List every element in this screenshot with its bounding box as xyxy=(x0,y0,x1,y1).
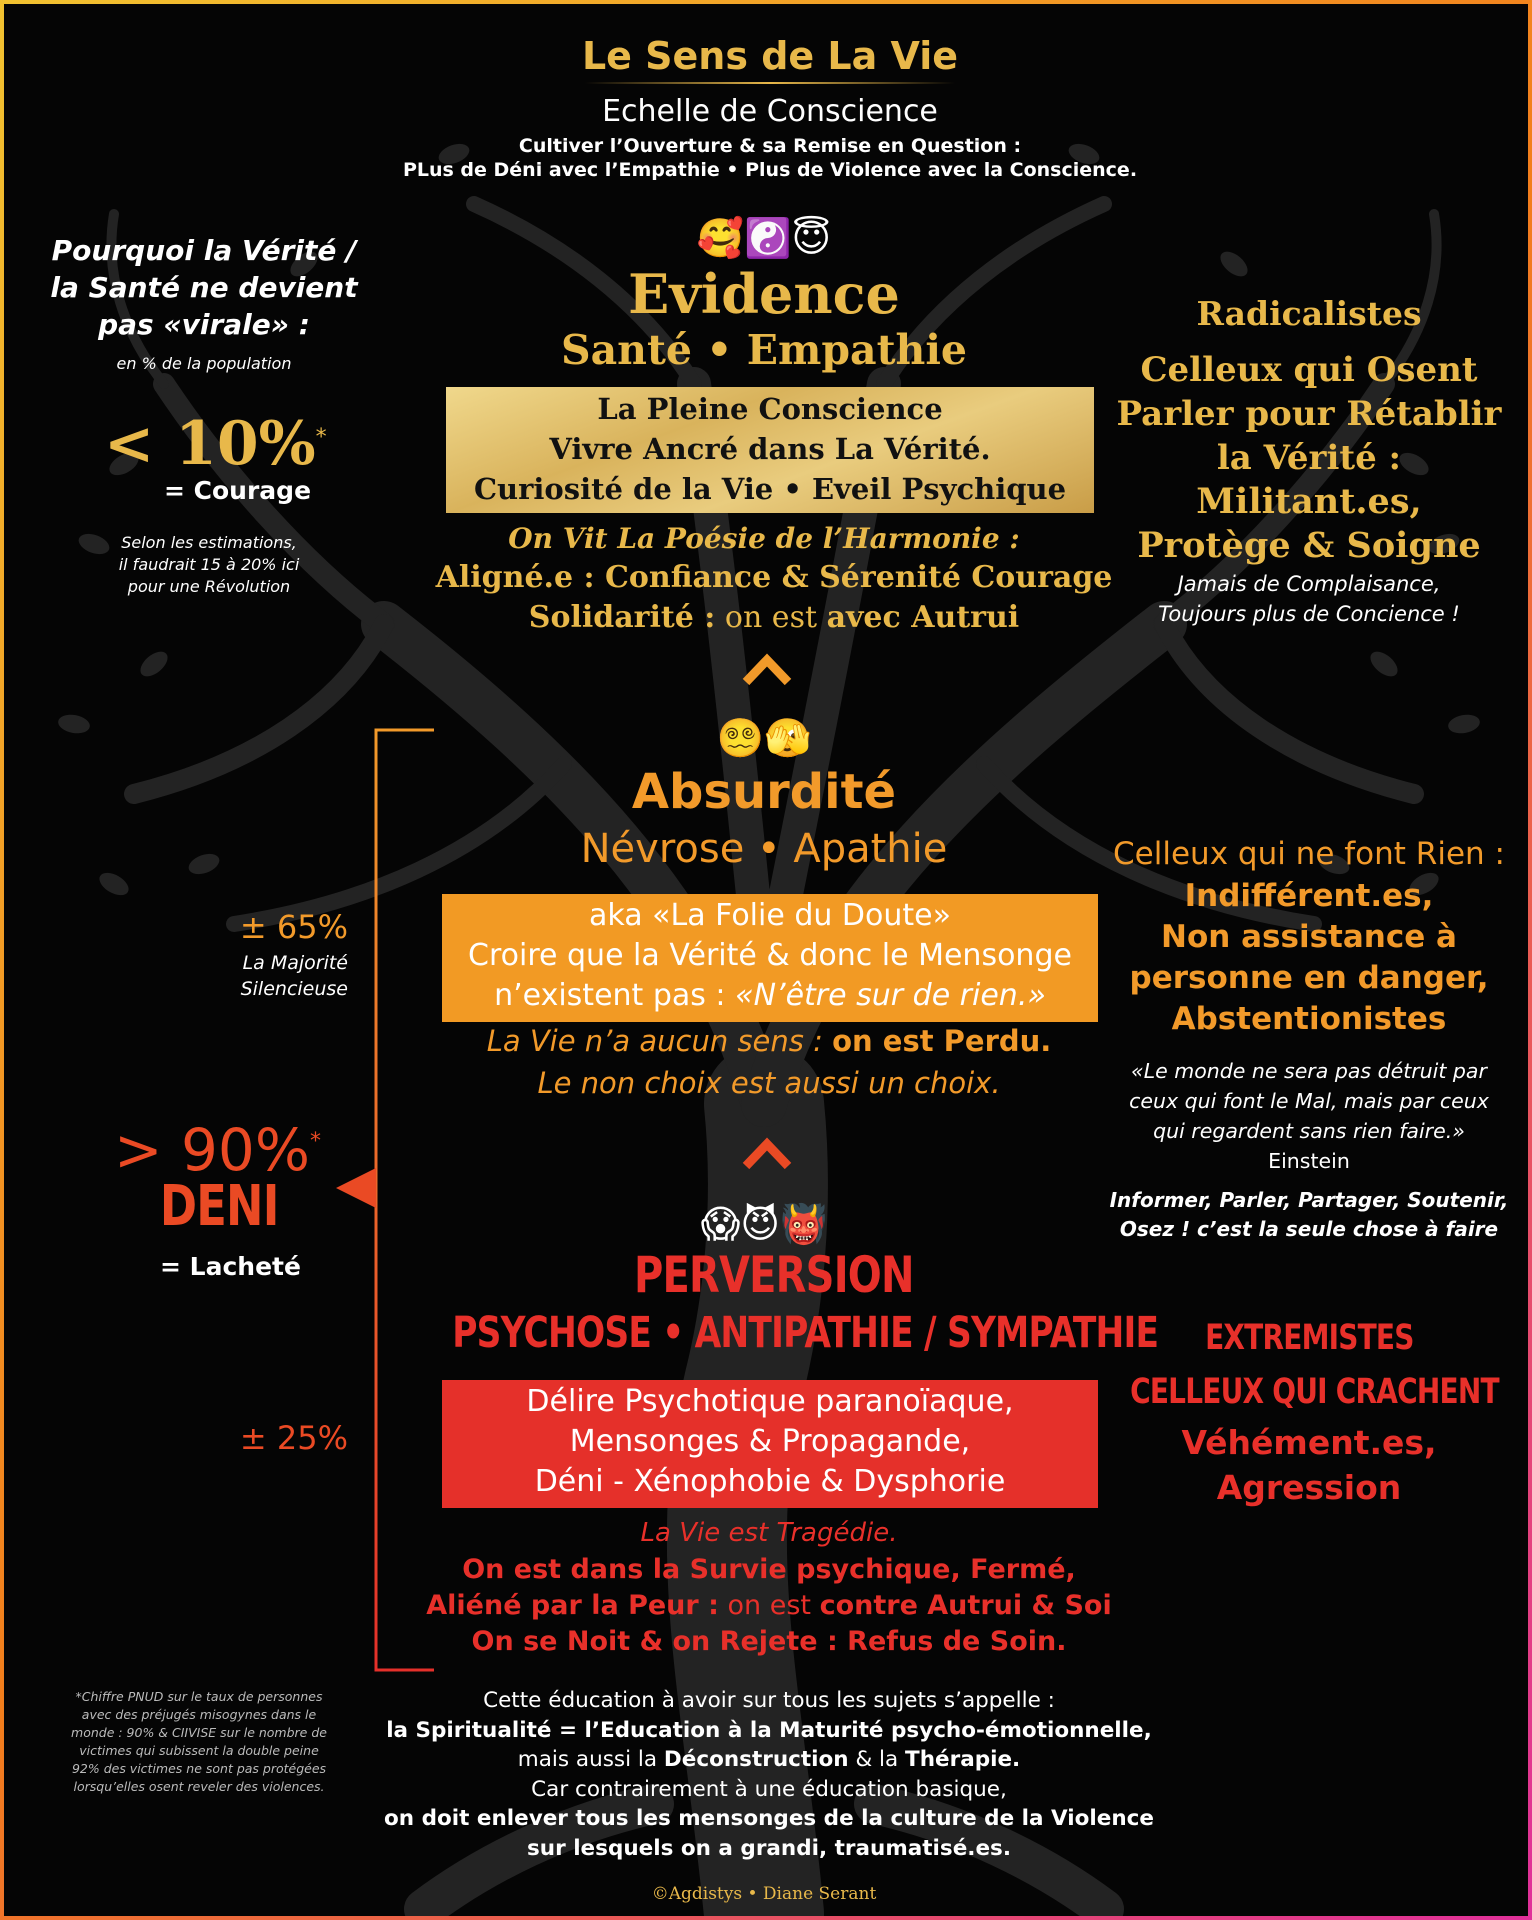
perversion-title-text: PERVERSION xyxy=(634,1246,914,1304)
action-call xyxy=(1094,1186,1524,1244)
perversion-line-2 xyxy=(384,1590,1154,1621)
credit: ©Agdistys • Diane Serant xyxy=(651,1884,877,1904)
majority-percent: ± 65% xyxy=(239,908,348,946)
solidarite-label: Solidarité : xyxy=(528,600,716,635)
perversion-line-3: On se Noit & on Rejete : Refus de Soin. xyxy=(471,1626,1067,1657)
deni-word-text: DENI xyxy=(159,1174,279,1239)
deconstruction-text: Déconstruction xyxy=(663,1747,849,1772)
majority-line: Silencieuse xyxy=(240,978,348,1000)
perversion-subtitle xyxy=(364,1308,1184,1358)
absurd-bold-line: Abstentionistes xyxy=(1171,1001,1447,1037)
absurd-intro: Celleux qui ne font Rien : xyxy=(1113,836,1505,872)
perversion-percent: ± 25% xyxy=(239,1419,348,1457)
estimate-line: il faudrait 15 à 20% ici xyxy=(118,555,300,574)
et-la-text: & la xyxy=(855,1747,899,1772)
perversion-line-1: On est dans la Survie psychique, Fermé, xyxy=(462,1554,1076,1585)
absurd-bold-line: Non assistance à xyxy=(1161,919,1457,955)
page-subtitle: Echelle de Conscience xyxy=(602,94,938,129)
evidence-poem: On Vit La Poésie de l’Harmonie : xyxy=(508,522,1020,555)
radical-lines xyxy=(1114,348,1504,568)
courage-label: = Courage xyxy=(164,476,312,505)
absurdite-line-1 xyxy=(404,1024,1134,1058)
evidence-box-line: La Pleine Conscience xyxy=(597,392,943,426)
radical-line: Celleux qui Osent xyxy=(1140,350,1478,390)
estimate-line: Selon les estimations, xyxy=(121,533,297,552)
bottom-line: la Spiritualité = l’Education à la Maturité psycho-émotionnelle, xyxy=(386,1717,1152,1743)
footnote-line: avec des préjugés misogynes dans le xyxy=(81,1707,317,1722)
perversion-subtitle-text: PSYCHOSE • ANTIPATHIE / SYMPATHIE xyxy=(452,1308,1159,1358)
deni-star: * xyxy=(309,1128,321,1154)
absurd-bold-line: personne en danger, xyxy=(1129,960,1489,996)
perdu-text: on est Perdu. xyxy=(832,1024,1052,1058)
question-note: en % de la population xyxy=(116,354,292,373)
evidence-line-2 xyxy=(414,600,1134,635)
absurdite-box-line: Croire que la Vérité & donc le Mensonge xyxy=(468,938,1072,973)
evidence-box-line: Curiosité de la Vie • Eveil Psychique xyxy=(473,472,1067,506)
evidence-title: Evidence xyxy=(628,262,900,326)
footnote-line: monde : 90% & CIIVISE sur le nombre de xyxy=(71,1725,327,1740)
courage-star: * xyxy=(315,424,327,450)
extreme-bold-line: Véhément.es, xyxy=(1181,1423,1437,1462)
footnote-line: *Chiffre PNUD sur le taux de personnes xyxy=(75,1689,323,1704)
radical-note xyxy=(1114,569,1504,629)
vie-sens-text: La Vie n’a aucun sens : xyxy=(486,1024,823,1058)
page-title: Le Sens de La Vie xyxy=(581,34,959,78)
quote-line: «Le monde ne sera pas détruit par xyxy=(1131,1059,1487,1083)
etre-sur-text: «N’être sur de rien.» xyxy=(735,978,1046,1013)
bottom-line xyxy=(334,1745,1204,1775)
mais-aussi-text: mais aussi la xyxy=(517,1747,658,1772)
action-line: Informer, Parler, Partager, Soutenir, xyxy=(1109,1188,1509,1212)
perversion-tragedy: La Vie est Tragédie. xyxy=(640,1518,898,1548)
question-line: Pourquoi la Vérité / xyxy=(51,234,357,267)
absurdite-title: Absurdité xyxy=(631,764,897,820)
footnote-line: 92% des victimes ne sont pas protégées xyxy=(71,1761,327,1776)
evidence-box-line: Vivre Ancré dans La Vérité. xyxy=(549,432,991,466)
absurdite-emojis: 😵‍💫🫣 xyxy=(716,716,812,760)
existent-text: n’existent pas : xyxy=(494,978,726,1013)
radical-note-line: Toujours plus de Concience ! xyxy=(1158,602,1460,626)
action-line: Osez ! c’est la seule chose à faire xyxy=(1119,1217,1499,1241)
extreme-title-text: EXTREMISTES xyxy=(1204,1318,1414,1358)
chevron-up-icon xyxy=(742,1136,792,1170)
courage-percent: < 10% xyxy=(104,409,316,479)
on-est-text: on est xyxy=(727,1590,811,1621)
radical-title: Radicalistes xyxy=(1196,294,1422,333)
extreme-bold-line: Agression xyxy=(1216,1468,1402,1507)
absurdite-box-line: aka «La Folie du Doute» xyxy=(589,898,951,933)
radical-bold-line: Militant.es, xyxy=(1196,481,1422,522)
bottom-line: Car contrairement à une éducation basique, xyxy=(531,1776,1007,1802)
footnote-line: lorsqu’elles osent reveler des violences. xyxy=(73,1779,325,1794)
perversion-box-line: Mensonges & Propagande, xyxy=(569,1424,971,1459)
footnote-line: victimes qui subissent la double peine xyxy=(79,1743,319,1758)
evidence-subtitle: Santé • Empathie xyxy=(560,326,968,374)
bottom-line: on doit enlever tous les mensonges de la culture de la Violence xyxy=(384,1806,1154,1831)
perversion-box-line: Déni - Xénophobie & Dysphorie xyxy=(534,1464,1006,1499)
bottom-line: sur lesquels on a grandi, traumatisé.es. xyxy=(527,1835,1011,1861)
quote-author: Einstein xyxy=(1268,1149,1350,1173)
tagline-2: PLus de Déni avec l’Empathie • Plus de Violence avec la Conscience. xyxy=(402,159,1138,181)
absurd-bold-line: Indifférent.es, xyxy=(1184,878,1434,914)
extreme-title xyxy=(1104,1318,1514,1358)
evidence-emojis: 🥰☯️😇 xyxy=(696,216,832,260)
perversion-box-line: Délire Psychotique paranoïaque, xyxy=(526,1384,1014,1419)
absurd-bold xyxy=(1104,876,1514,1040)
bottom-line: Cette éducation à avoir sur tous les sujets s’appelle : xyxy=(483,1688,1055,1713)
question-line: la Santé ne devient xyxy=(50,271,358,304)
radical-line: la Vérité : xyxy=(1216,438,1402,478)
radical-line: Parler pour Rétablir xyxy=(1116,394,1502,434)
contre-autrui-text: contre Autrui & Soi xyxy=(819,1590,1112,1621)
perversion-emojis: 😱😈👹 xyxy=(700,1202,828,1246)
on-est-text: on est xyxy=(724,600,818,635)
absurdite-box xyxy=(442,894,1098,1022)
radical-bold-line: Protège & Soigne xyxy=(1137,525,1481,566)
deni-label: = Lacheté xyxy=(160,1252,301,1281)
avec-autrui-text: avec Autrui xyxy=(826,600,1020,635)
quote-line: ceux qui font le Mal, mais par ceux xyxy=(1129,1089,1489,1113)
quote-line: qui regardent sans rien faire.» xyxy=(1153,1119,1465,1143)
estimate-line: pour une Révolution xyxy=(127,577,291,596)
extreme-bold xyxy=(1104,1420,1514,1510)
radical-note-line: Jamais de Complaisance, xyxy=(1177,572,1441,596)
einstein-quote xyxy=(1094,1056,1524,1176)
aliene-text: Aliéné par la Peur : xyxy=(426,1590,719,1621)
therapie-text: Thérapie. xyxy=(905,1747,1021,1772)
tagline-1: Cultiver l’Ouverture & sa Remise en Question : xyxy=(518,135,1022,157)
evidence-line-1: Aligné.e : Confiance & Sérenité Courage xyxy=(435,560,1113,595)
extreme-sub xyxy=(1084,1372,1532,1412)
evidence-box xyxy=(446,387,1094,513)
perversion-box xyxy=(442,1380,1098,1508)
bottom-text xyxy=(334,1686,1204,1863)
question-line: pas «virale» : xyxy=(98,308,310,341)
absurdite-line-2: Le non choix est aussi un choix. xyxy=(537,1066,1001,1100)
absurdite-box-line xyxy=(442,976,1098,1016)
extreme-sub-text: CELLEUX QUI CRACHENT xyxy=(1130,1372,1499,1412)
absurdite-subtitle: Névrose • Apathie xyxy=(580,826,948,872)
majority-line: La Majorité xyxy=(242,952,348,974)
chevron-up-icon xyxy=(742,652,792,686)
deni-percent: > 90% xyxy=(114,1116,310,1184)
perversion-title xyxy=(444,1246,1104,1304)
